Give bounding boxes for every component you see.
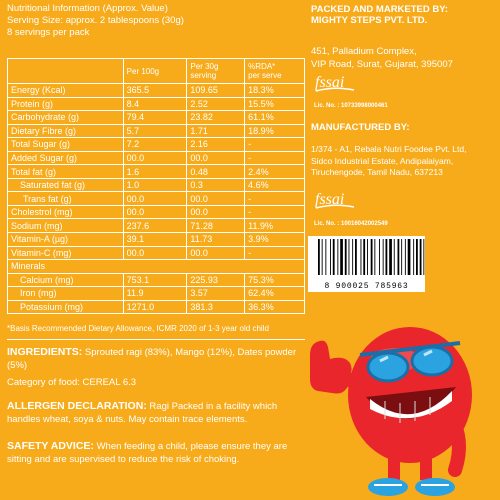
nutrition-header: [7, 3, 307, 39]
table-row: [8, 97, 305, 111]
fssai-logo-icon: [314, 189, 356, 213]
value-rda: -: [245, 151, 305, 165]
nutrient-name: Total Sugar (g): [8, 138, 124, 152]
nutrient-name: Cholestrol (mg): [8, 205, 124, 219]
header-per-30g: Per 30g serving: [187, 59, 245, 84]
value-per-30g: 0.48: [187, 165, 245, 179]
barcode-bar: [383, 239, 384, 275]
barcode-bar: [355, 239, 357, 275]
value-rda: 2.4%: [245, 165, 305, 179]
table-row: [8, 124, 305, 138]
value-per-30g: 00.0: [187, 246, 245, 260]
barcode-number: 8 900025 785963: [324, 282, 409, 291]
barcode-bar: [374, 239, 375, 275]
mascot-illustration-icon: [300, 305, 500, 500]
barcode-bar: [379, 239, 380, 275]
barcode-bar: [333, 239, 335, 275]
value-rda: -: [245, 192, 305, 206]
barcode-bar: [318, 239, 320, 275]
serving-size: Serving Size: approx. 2 tablespoons (30g): [7, 15, 184, 26]
value-per-30g: 3.57: [187, 287, 245, 301]
ingredients-label: INGREDIENTS:: [7, 346, 83, 358]
value-rda: 3.9%: [245, 233, 305, 247]
value-per-100g: 00.0: [123, 246, 187, 260]
barcode-bar: [322, 239, 323, 275]
manufacturer-address: 1/374 - A1, Rebala Nutri Foodee Pvt. Ltd, Sidco Industrial Estate, Andipalaiyam, Tiruchengode, Tamil Nadu, 637213: [311, 144, 467, 177]
nutrition-table: [7, 58, 305, 314]
value-per-30g: 109.65: [187, 84, 245, 98]
manufacturer-title: MANUFACTURED BY:: [311, 122, 410, 133]
nutrient-name: Saturated fat (g): [8, 178, 124, 192]
svg-text:fssai: fssai: [315, 191, 345, 208]
value-per-100g: 1.0: [123, 178, 187, 192]
value-per-30g: 0.3: [187, 178, 245, 192]
mineral-name: Iron (mg): [8, 287, 124, 301]
barcode-bar: [367, 239, 368, 275]
table-row: [8, 178, 305, 192]
safety-advice: [7, 440, 307, 466]
barcode-bar: [371, 239, 373, 275]
barcode-bar: [394, 239, 395, 275]
value-per-30g: 2.16: [187, 138, 245, 152]
fssai-logo-icon: [314, 72, 356, 96]
packer-address: 451, Palladium Complex, VIP Road, Surat, Gujarat, 395007: [311, 46, 453, 70]
value-per-30g: 00.0: [187, 192, 245, 206]
value-per-100g: 00.0: [123, 192, 187, 206]
table-row: [8, 300, 305, 314]
barcode-bar: [340, 239, 343, 275]
divider: [7, 339, 305, 340]
mineral-name: Calcium (mg): [8, 273, 124, 287]
value-per-30g: 71.28: [187, 219, 245, 233]
food-category: Category of food: CEREAL 6.3: [7, 377, 137, 388]
barcode-bar: [363, 239, 365, 275]
value-per-30g: 00.0: [187, 205, 245, 219]
value-rda: 61.1%: [245, 111, 305, 125]
table-row: [8, 165, 305, 179]
value-per-30g: 225.93: [187, 273, 245, 287]
nutrition-title: Nutritional Information (Approx. Value): [7, 3, 168, 14]
minerals-label: Minerals: [8, 260, 305, 274]
value-rda: -: [245, 246, 305, 260]
barcode-bar: [416, 239, 418, 275]
value-per-100g: 00.0: [123, 151, 187, 165]
value-rda: 75.3%: [245, 273, 305, 287]
nutrient-name: Carbohydrate (g): [8, 111, 124, 125]
safety-text: When feeding a child, please ensure they are sitting and are supervised to reduce the risk of choking.: [7, 441, 288, 465]
barcode-bar: [361, 239, 362, 275]
value-per-100g: 11.9: [123, 287, 187, 301]
allergen-label: ALLERGEN DECLARATION:: [7, 400, 147, 412]
rda-footnote: *Basis Recommended Dietary Allowance, ICMR 2020 of 1-3 year old child: [7, 324, 269, 333]
value-per-100g: 753.1: [123, 273, 187, 287]
barcode: [308, 236, 425, 292]
table-row: [8, 192, 305, 206]
header-nutrient: [8, 59, 124, 84]
value-per-100g: 365.5: [123, 84, 187, 98]
servings-per-pack: 8 servings per pack: [7, 27, 90, 38]
barcode-bar: [423, 239, 424, 275]
allergen-declaration: [7, 400, 307, 426]
barcode-bar: [398, 239, 400, 275]
nutrient-name: Added Sugar (g): [8, 151, 124, 165]
value-per-30g: 381.3: [187, 300, 245, 314]
nutrient-name: Protein (g): [8, 97, 124, 111]
value-rda: 62.4%: [245, 287, 305, 301]
value-per-100g: 7.2: [123, 138, 187, 152]
nutrient-name: Vitamin-A (µg): [8, 233, 124, 247]
value-rda: 4.6%: [245, 178, 305, 192]
table-row: [8, 205, 305, 219]
value-per-100g: 1271.0: [123, 300, 187, 314]
barcode-bar: [389, 239, 392, 275]
value-per-30g: 1.71: [187, 124, 245, 138]
barcode-bar: [325, 239, 326, 275]
value-rda: 18.3%: [245, 84, 305, 98]
header-rda: %RDA* per serve: [245, 59, 305, 84]
nutrient-name: Sodium (mg): [8, 219, 124, 233]
value-per-30g: 00.0: [187, 151, 245, 165]
value-rda: 11.9%: [245, 219, 305, 233]
allergen-text: Ragi Packed in a facility which handles wheat, soya & nuts. May contain trace elements.: [7, 401, 278, 425]
barcode-bar: [413, 239, 414, 275]
mineral-name: Potassium (mg): [8, 300, 124, 314]
nutrient-name: Trans fat (g): [8, 192, 124, 206]
table-row: [8, 138, 305, 152]
barcode-bar: [405, 239, 406, 275]
nutrient-name: Dietary Fibre (g): [8, 124, 124, 138]
value-rda: -: [245, 205, 305, 219]
barcode-bar: [330, 239, 331, 275]
value-per-100g: 1.6: [123, 165, 187, 179]
value-per-100g: 00.0: [123, 205, 187, 219]
packer-title: PACKED AND MARKETED BY: MIGHTY STEPS PVT. LTD.: [311, 4, 449, 26]
table-row: [8, 233, 305, 247]
barcode-bar: [386, 239, 388, 275]
value-per-30g: 23.82: [187, 111, 245, 125]
manufacturer-license: Lic. No. : 10016042002549: [314, 221, 388, 227]
barcode-bar: [337, 239, 338, 275]
ingredients-text: Sprouted ragi (83%), Mango (12%), Dates powder (5%): [7, 347, 297, 371]
safety-label: SAFETY ADVICE:: [7, 440, 94, 452]
table-row: [8, 246, 305, 260]
table-row: [8, 84, 305, 98]
barcode-bar: [349, 239, 350, 275]
ingredients: [7, 346, 307, 372]
barcode-bar: [420, 239, 422, 275]
value-rda: -: [245, 138, 305, 152]
nutrient-name: Total fat (g): [8, 165, 124, 179]
barcode-bar: [345, 239, 347, 275]
barcode-bar: [352, 239, 353, 275]
value-per-100g: 5.7: [123, 124, 187, 138]
value-per-100g: 237.6: [123, 219, 187, 233]
table-row: [8, 287, 305, 301]
value-per-30g: 11.73: [187, 233, 245, 247]
table-row: [8, 151, 305, 165]
table-header-row: [8, 59, 305, 84]
table-row: [8, 260, 305, 274]
nutrient-name: Vitamin-C (mg): [8, 246, 124, 260]
value-per-100g: 39.1: [123, 233, 187, 247]
barcode-bar: [408, 239, 411, 275]
table-row: [8, 111, 305, 125]
barcode-bars-icon: [308, 239, 425, 285]
value-per-100g: 8.4: [123, 97, 187, 111]
packer-license: Lic. No. : 10733998000461: [314, 103, 388, 109]
table-row: [8, 219, 305, 233]
value-per-100g: 79.4: [123, 111, 187, 125]
nutrient-name: Energy (Kcal): [8, 84, 124, 98]
value-per-30g: 2.52: [187, 97, 245, 111]
value-rda: 36.3%: [245, 300, 305, 314]
barcode-bar: [401, 239, 402, 275]
value-rda: 15.5%: [245, 97, 305, 111]
table-row: [8, 273, 305, 287]
value-rda: 18.9%: [245, 124, 305, 138]
svg-text:fssai: fssai: [315, 74, 345, 91]
header-per-100g: Per 100g: [123, 59, 187, 84]
